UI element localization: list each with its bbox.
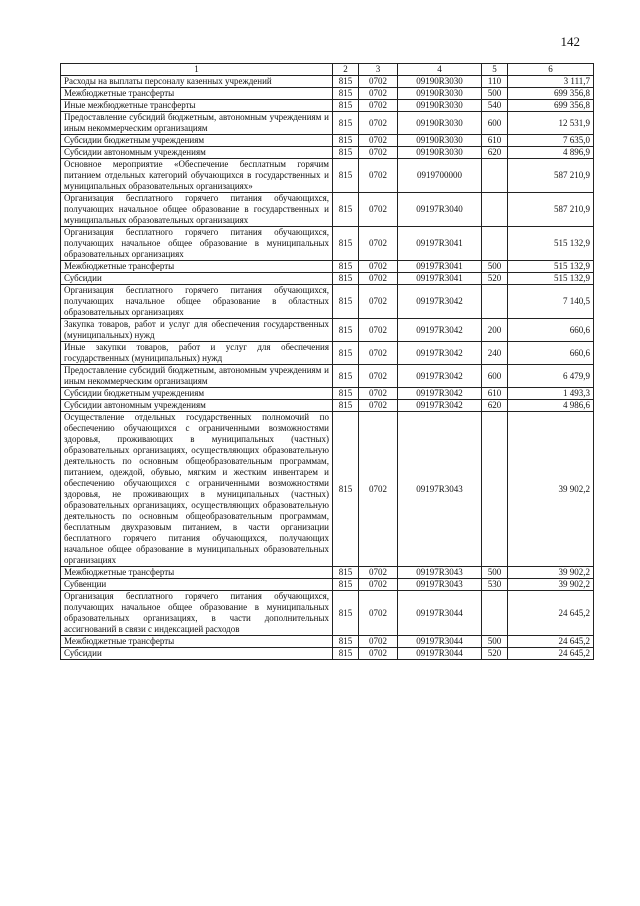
amount: 7 635,0 (508, 135, 594, 147)
target-article: 09197R3040 (398, 193, 482, 227)
target-article: 09197R3043 (398, 579, 482, 591)
section-code: 0702 (359, 159, 398, 193)
admin-code: 815 (333, 388, 359, 400)
admin-code: 815 (333, 100, 359, 112)
admin-code: 815 (333, 319, 359, 342)
expense-type: 600 (482, 365, 508, 388)
expense-type: 610 (482, 388, 508, 400)
admin-code: 815 (333, 648, 359, 660)
expense-type: 500 (482, 88, 508, 100)
amount: 4 896,9 (508, 147, 594, 159)
table-row (61, 193, 594, 227)
expense-type: 500 (482, 567, 508, 579)
admin-code: 815 (333, 591, 359, 636)
table-row (61, 76, 594, 88)
section-code: 0702 (359, 388, 398, 400)
header-cell: 1 (61, 64, 333, 76)
header-row (61, 64, 594, 76)
table-row (61, 591, 594, 636)
section-code: 0702 (359, 88, 398, 100)
expense-type (482, 412, 508, 567)
expense-type: 500 (482, 261, 508, 273)
admin-code: 815 (333, 400, 359, 412)
expense-type: 540 (482, 100, 508, 112)
target-article: 09197R3044 (398, 636, 482, 648)
section-code: 0702 (359, 147, 398, 159)
target-article: 0919700000 (398, 159, 482, 193)
target-article: 09197R3043 (398, 567, 482, 579)
expense-type: 620 (482, 147, 508, 159)
section-code: 0702 (359, 342, 398, 365)
row-name: Организация бесплатного горячего питания обучающихся, получающих начальное общее образование в областных образовательных организациях (61, 285, 333, 319)
table-row (61, 567, 594, 579)
admin-code: 815 (333, 579, 359, 591)
admin-code: 815 (333, 636, 359, 648)
row-name: Субсидии (61, 273, 333, 285)
target-article: 09197R3044 (398, 591, 482, 636)
row-name: Организация бесплатного горячего питания обучающихся, получающих начальное общее образование в муниципальных образовательных организациях (61, 227, 333, 261)
admin-code: 815 (333, 365, 359, 388)
table-row (61, 100, 594, 112)
amount: 24 645,2 (508, 636, 594, 648)
admin-code: 815 (333, 227, 359, 261)
target-article: 09190R3030 (398, 88, 482, 100)
row-name: Предоставление субсидий бюджетным, автономным учреждениям и иным некоммерческим организациям (61, 112, 333, 135)
admin-code: 815 (333, 193, 359, 227)
row-name: Субсидии автономным учреждениям (61, 400, 333, 412)
section-code: 0702 (359, 319, 398, 342)
row-name: Межбюджетные трансферты (61, 261, 333, 273)
admin-code: 815 (333, 135, 359, 147)
header-cell: 3 (359, 64, 398, 76)
section-code: 0702 (359, 227, 398, 261)
target-article: 09197R3042 (398, 365, 482, 388)
expense-type: 110 (482, 76, 508, 88)
expense-type: 620 (482, 400, 508, 412)
admin-code: 815 (333, 342, 359, 365)
expense-type (482, 227, 508, 261)
target-article: 09197R3041 (398, 273, 482, 285)
target-article: 09197R3044 (398, 648, 482, 660)
header-cell: 6 (508, 64, 594, 76)
expense-type (482, 159, 508, 193)
table-row (61, 159, 594, 193)
section-code: 0702 (359, 193, 398, 227)
row-name: Межбюджетные трансферты (61, 88, 333, 100)
table-row (61, 579, 594, 591)
amount: 660,6 (508, 319, 594, 342)
row-name: Субвенции (61, 579, 333, 591)
expense-type: 240 (482, 342, 508, 365)
table-row (61, 388, 594, 400)
target-article: 09197R3042 (398, 285, 482, 319)
admin-code: 815 (333, 159, 359, 193)
amount: 12 531,9 (508, 112, 594, 135)
amount: 699 356,8 (508, 100, 594, 112)
admin-code: 815 (333, 147, 359, 159)
section-code: 0702 (359, 273, 398, 285)
target-article: 09197R3042 (398, 342, 482, 365)
section-code: 0702 (359, 636, 398, 648)
row-name: Иные закупки товаров, работ и услуг для обеспечения государственных (муниципальных) нужд (61, 342, 333, 365)
row-name: Расходы на выплаты персоналу казенных учреждений (61, 76, 333, 88)
header-cell: 4 (398, 64, 482, 76)
admin-code: 815 (333, 412, 359, 567)
amount: 6 479,9 (508, 365, 594, 388)
table-row (61, 273, 594, 285)
row-name: Межбюджетные трансферты (61, 636, 333, 648)
table-row (61, 412, 594, 567)
expense-type: 610 (482, 135, 508, 147)
table-row (61, 227, 594, 261)
amount: 39 902,2 (508, 579, 594, 591)
amount: 39 902,2 (508, 567, 594, 579)
admin-code: 815 (333, 76, 359, 88)
amount: 1 493,3 (508, 388, 594, 400)
table-row (61, 319, 594, 342)
amount: 660,6 (508, 342, 594, 365)
section-code: 0702 (359, 579, 398, 591)
header-cell: 5 (482, 64, 508, 76)
admin-code: 815 (333, 112, 359, 135)
row-name: Субсидии бюджетным учреждениям (61, 135, 333, 147)
amount: 4 986,6 (508, 400, 594, 412)
amount: 699 356,8 (508, 88, 594, 100)
table-row (61, 648, 594, 660)
expense-type (482, 285, 508, 319)
row-name: Осуществление отдельных государственных полномочий по обеспечению обучающихся с ограниченными возможностями здоровья, проживающих в муниципальных (частных) образовательных организациях, осуществляющих образовательную деятельность по основным общеобразовательным программам, питанием, одеждой, обувью, мягким и жестким инвентарем и обеспечению обучающихся с ограниченными возможностями здоровья, не проживающих в муниципальных (частных) образовательных организациях, осуществляющих образовательную деятельность по основным общеобразовательным программам, бесплатным двухразовым питанием, в части организации бесплатного горячего питания обучающихся, получающих начальное общее образование в муниципальных образовательных организациях (61, 412, 333, 567)
table-row (61, 285, 594, 319)
section-code: 0702 (359, 648, 398, 660)
expense-type (482, 591, 508, 636)
amount: 587 210,9 (508, 193, 594, 227)
budget-table (60, 63, 594, 660)
expense-type: 500 (482, 636, 508, 648)
amount: 3 111,7 (508, 76, 594, 88)
amount: 515 132,9 (508, 227, 594, 261)
section-code: 0702 (359, 365, 398, 388)
table-row (61, 261, 594, 273)
target-article: 09190R3030 (398, 147, 482, 159)
section-code: 0702 (359, 567, 398, 579)
section-code: 0702 (359, 412, 398, 567)
target-article: 09197R3042 (398, 388, 482, 400)
expense-type: 200 (482, 319, 508, 342)
row-name: Предоставление субсидий бюджетным, автономным учреждениям и иным некоммерческим организациям (61, 365, 333, 388)
table-row (61, 88, 594, 100)
row-name: Субсидии бюджетным учреждениям (61, 388, 333, 400)
target-article: 09190R3030 (398, 135, 482, 147)
target-article: 09197R3042 (398, 319, 482, 342)
section-code: 0702 (359, 285, 398, 319)
target-article: 09190R3030 (398, 112, 482, 135)
amount: 24 645,2 (508, 648, 594, 660)
target-article: 09190R3030 (398, 100, 482, 112)
target-article: 09190R3030 (398, 76, 482, 88)
section-code: 0702 (359, 76, 398, 88)
target-article: 09197R3042 (398, 400, 482, 412)
table-row (61, 135, 594, 147)
amount: 7 140,5 (508, 285, 594, 319)
expense-type: 520 (482, 648, 508, 660)
table-row (61, 400, 594, 412)
target-article: 09197R3041 (398, 261, 482, 273)
amount: 515 132,9 (508, 273, 594, 285)
admin-code: 815 (333, 567, 359, 579)
admin-code: 815 (333, 285, 359, 319)
section-code: 0702 (359, 112, 398, 135)
table-row (61, 112, 594, 135)
row-name: Закупка товаров, работ и услуг для обеспечения государственных (муниципальных) нужд (61, 319, 333, 342)
section-code: 0702 (359, 135, 398, 147)
row-name: Основное мероприятие «Обеспечение бесплатным горячим питанием отдельных категорий обучающихся в государственных и муниципальных образовательных организациях» (61, 159, 333, 193)
admin-code: 815 (333, 273, 359, 285)
row-name: Субсидии автономным учреждениям (61, 147, 333, 159)
table-row (61, 342, 594, 365)
amount: 24 645,2 (508, 591, 594, 636)
expense-type: 530 (482, 579, 508, 591)
section-code: 0702 (359, 100, 398, 112)
section-code: 0702 (359, 400, 398, 412)
header-cell: 2 (333, 64, 359, 76)
row-name: Межбюджетные трансферты (61, 567, 333, 579)
table-row (61, 636, 594, 648)
row-name: Иные межбюджетные трансферты (61, 100, 333, 112)
row-name: Организация бесплатного горячего питания обучающихся, получающих начальное общее образование в государственных и муниципальных образовательных организациях (61, 193, 333, 227)
section-code: 0702 (359, 261, 398, 273)
target-article: 09197R3041 (398, 227, 482, 261)
target-article: 09197R3043 (398, 412, 482, 567)
admin-code: 815 (333, 261, 359, 273)
expense-type: 600 (482, 112, 508, 135)
row-name: Субсидии (61, 648, 333, 660)
amount: 587 210,9 (508, 159, 594, 193)
amount: 39 902,2 (508, 412, 594, 567)
expense-type (482, 193, 508, 227)
amount: 515 132,9 (508, 261, 594, 273)
expense-type: 520 (482, 273, 508, 285)
table-row (61, 147, 594, 159)
section-code: 0702 (359, 591, 398, 636)
page-number: 142 (560, 34, 580, 49)
row-name: Организация бесплатного горячего питания обучающихся, получающих начальное общее образование в муниципальных образовательных организациях, в части дополнительных ассигнований в связи с индексацией расходов (61, 591, 333, 636)
admin-code: 815 (333, 88, 359, 100)
table-row (61, 365, 594, 388)
